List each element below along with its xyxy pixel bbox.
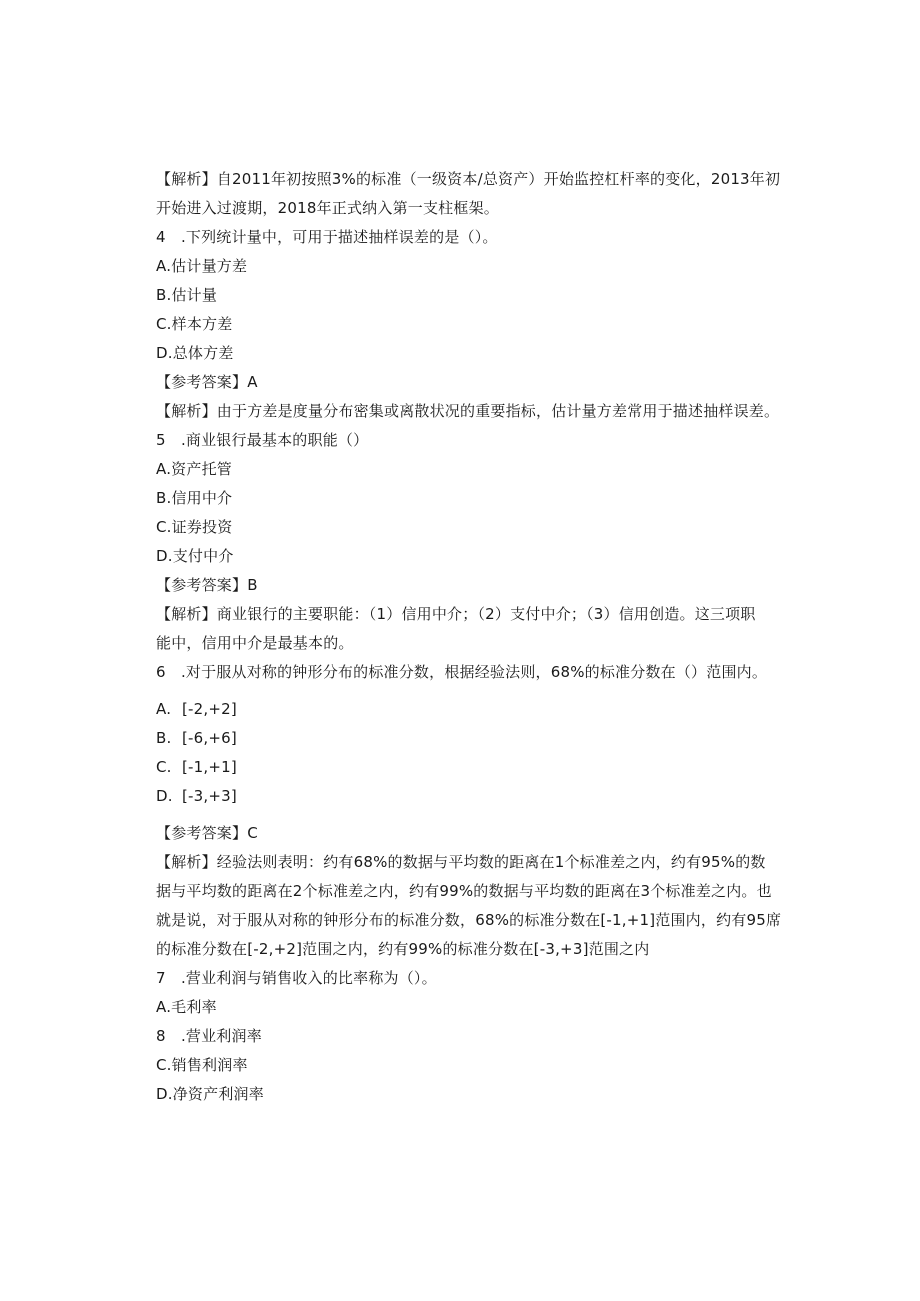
q4-analysis: 【解析】由于方差是度量分布密集或离散状况的重要指标，估计量方差常用于描述抽样误差。 [156, 402, 780, 420]
q4-answer: 【参考答案】A [156, 373, 258, 391]
q5-analysis-line2: 能中，信用中介是最基本的。 [156, 634, 354, 652]
option-text: [-3,+3] [182, 787, 237, 805]
q6-analysis-line4: 的标准分数在[-2,+2]范围之内，约有99%的标准分数在[-3,+3]范围之内 [156, 940, 650, 958]
q7-option-b: 8 .营业利润率 [156, 1027, 262, 1045]
q4-option-a: A.估计量方差 [156, 257, 248, 275]
q6-analysis-line1: 【解析】经验法则表明：约有68%的数据与平均数的距离在1个标准差之内，约有95%的数 [156, 853, 766, 871]
q5-option-a: A.资产托管 [156, 460, 232, 478]
question-4: 4 .下列统计量中，可用于描述抽样误差的是（）。 [156, 228, 498, 246]
analysis-q3-line1: 【解析】自2011年初按照3%的标准（一级资本/总资产）开始监控杠杆率的变化，2013年初 [156, 170, 781, 188]
option-text: [-2,+2] [182, 700, 237, 718]
q6-option-d [156, 782, 806, 811]
q5-option-b: B.信用中介 [156, 489, 233, 507]
option-letter: A. [156, 700, 172, 718]
question-7: 7 .营业利润与销售收入的比率称为（）。 [156, 969, 437, 987]
q4-option-b: B.估计量 [156, 286, 218, 304]
q4-option-c: C.样本方差 [156, 315, 233, 333]
q6-analysis-line2: 据与平均数的距离在2个标准差之内，约有99%的数据与平均数的距离在3个标准差之内。也 [156, 882, 772, 900]
option-text: [-6,+6] [182, 729, 237, 747]
q6-answer: 【参考答案】C [156, 824, 258, 842]
spacer [156, 811, 806, 819]
option-letter: C. [156, 758, 172, 776]
q6-option-a [156, 695, 806, 724]
document-body [156, 165, 806, 1109]
q6-option-b [156, 724, 806, 753]
q5-answer: 【参考答案】B [156, 576, 258, 594]
q5-option-c: C.证券投资 [156, 518, 233, 536]
analysis-q3-line2: 开始进入过渡期，2018年正式纳入第一支柱框架。 [156, 199, 499, 217]
option-letter: B. [156, 729, 172, 747]
spacer [156, 687, 806, 695]
option-text: [-1,+1] [182, 758, 237, 776]
q6-analysis-line3: 就是说，对于服从对称的钟形分布的标准分数，68%的标准分数在[-1,+1]范围内，约有95席 [156, 911, 782, 929]
q5-analysis-line1: 【解析】商业银行的主要职能：（1）信用中介；（2）支付中介；（3）信用创造。这三项职 [156, 605, 756, 623]
q7-option-a: A.毛利率 [156, 998, 217, 1016]
q4-option-d: D.总体方差 [156, 344, 234, 362]
question-5: 5 .商业银行最基本的职能（） [156, 431, 369, 449]
q6-option-c [156, 753, 806, 782]
q7-option-d: D.净资产利润率 [156, 1085, 264, 1103]
q5-option-d: D.支付中介 [156, 547, 234, 565]
question-6: 6 .对于服从对称的钟形分布的标准分数，根据经验法则，68%的标准分数在（）范围内。 [156, 663, 768, 681]
q7-option-c: C.销售利润率 [156, 1056, 248, 1074]
option-letter: D. [156, 787, 173, 805]
